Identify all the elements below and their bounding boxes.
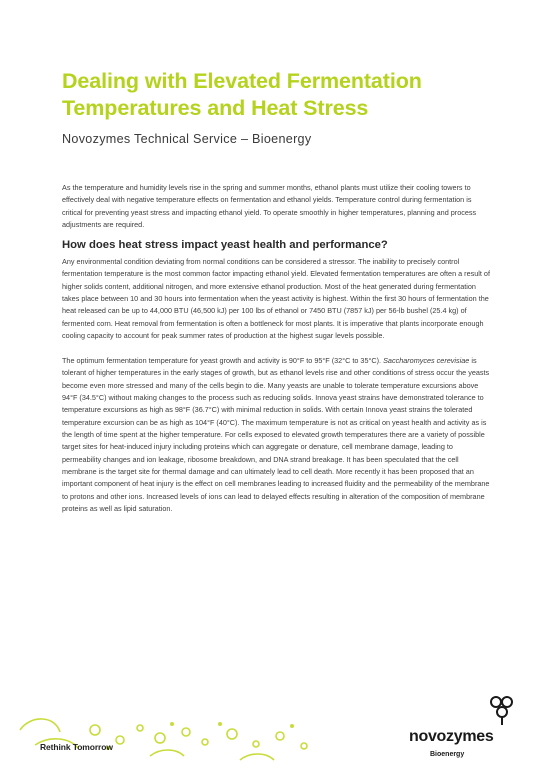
deco-dot-2 [170, 722, 174, 726]
deco-circle-10 [301, 743, 307, 749]
brand-wordmark: novozymes [409, 728, 494, 745]
brand-division: Bioenergy [430, 751, 465, 758]
deco-circle-8 [253, 741, 259, 747]
paragraph-2-block [62, 355, 490, 515]
paragraph-1: Any environmental condition deviating from normal conditions can be considered a stressor. The inability to precisely control fermentation temperature is the most common factor impacting ethanol yield. Elevated fermentation temperatures are often a result of higher solids content, additional nitrogen, and more extensive ethanol production. Most of the heat generated during fermentation takes place between 10 and 30 hours into fermentation when the yeast activity is highest. Within the first 30 hours of fermentation the heat released can be up to 44,000 BTU (46,500 kJ) per 100 lbs of ethanol or 7450 BTU (7857 kJ) per 56-lb bushel (25.4 kg) of fermented corn. Heat removal from fermentation is often a bottleneck for most plants. It is imperative that plants incorporate enough cooling capacity to account for peak summer rates of production at the highest sugar levels possible. [62, 257, 490, 341]
novozymes-logo-icon [486, 693, 518, 727]
paragraph-2-start: The optimum fermentation temperature for yeast growth and activity is 90°F to 95°F (32°C to 35°C). [62, 356, 384, 365]
species-name: Saccharomyces cerevisiae [383, 356, 470, 365]
paragraph-2 [62, 355, 490, 515]
paragraph-1-block [62, 256, 490, 342]
deco-swirl-4 [240, 754, 274, 760]
logo-petal-3 [497, 707, 507, 717]
paragraph-2-rest: is tolerant of higher temperatures in the early stages of growth, but as ethanol levels rise and other conditions of stress occur the yeasts become even more stressed and many of the cells begin to die. Many yeasts are unable to tolerate temperature excursions above 94°F (34.5°C) without making changes to the process such as reducing solids. Innova yeast strains have demonstrated tolerance to temperature excursions as high as 98°F (36.7°C) with minimal reduction in solids. With certain Innova yeast strains the tolerated temperature excursion can be as high as 104°F (40°C). The maximum temperature is not as critical on yeast health and activity as is the length of time spent at the higher temperature. For cells exposed to elevated growth temperatures there are a variety of possible target sites for heat-induced injury including proteins which can aggregate or denature, cell membrane damage, leading to permeability changes and ion leakage, ribosome breakdown, and DNA strand breakage. It has been speculated that the cell membrane is the target site for thermal damage and can ultimately lead to cell death. More recently it has been proposed that an important component of heat injury is the effect on cell membranes leading to increased fluidity and the permeability of the membrane to protons and other ions. Increased levels of ions can lead to delayed effects resulting in alteration of the composition of membrane proteins as well as lipid saturation. [62, 356, 490, 514]
deco-dot-4 [290, 724, 294, 728]
deco-circle-5 [182, 728, 190, 736]
document-title: Dealing with Elevated Fermentation Temperatures and Heat Stress [62, 69, 422, 120]
deco-circle-4 [155, 733, 165, 743]
intro-paragraph: As the temperature and humidity levels rise in the spring and summer months, ethanol plants must utilize their cooling towers to effectively deal with negative temperature effects on fermentation and ethanol yields. Temperature control during fermentation is critical for preventing yeast stress and impacting ethanol yield. To operate smoothly in higher temperatures, planning and process adjustments are required. [62, 183, 477, 230]
deco-swirl-1 [20, 719, 60, 732]
deco-circle-6 [202, 739, 208, 745]
document-subtitle: Novozymes Technical Service – Bioenergy [62, 132, 312, 146]
deco-circle-7 [227, 729, 237, 739]
section-heading: How does heat stress impact yeast health and performance? [62, 239, 388, 251]
deco-circle-2 [116, 736, 124, 744]
deco-circle-3 [137, 725, 143, 731]
footer-tagline: Rethink Tomorrow [40, 742, 113, 752]
logo-petal-1 [491, 697, 501, 707]
intro-paragraph-block [62, 182, 490, 231]
deco-circle-9 [276, 732, 284, 740]
deco-dot-3 [218, 722, 222, 726]
deco-swirl-3 [150, 750, 184, 756]
deco-circle-1 [90, 725, 100, 735]
logo-petal-2 [502, 697, 512, 707]
